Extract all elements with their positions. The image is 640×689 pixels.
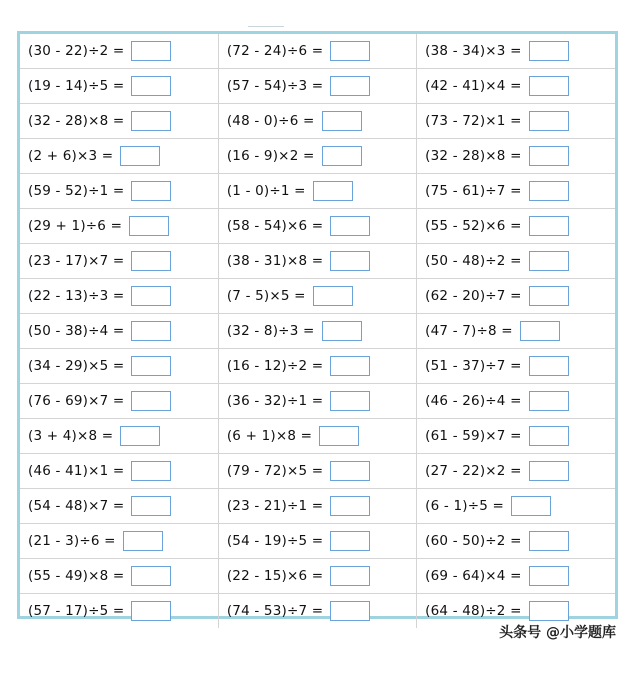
answer-box[interactable] <box>330 391 370 411</box>
answer-box[interactable] <box>529 111 569 131</box>
answer-box[interactable] <box>123 531 163 551</box>
problem-expression: (16 - 9)×2 = <box>226 148 315 164</box>
problem-cell <box>417 279 615 314</box>
problem-cell <box>20 349 218 384</box>
table-row <box>20 559 615 594</box>
problem-cell <box>20 174 218 209</box>
problem-expression: (38 - 34)×3 = <box>425 43 522 59</box>
answer-box[interactable] <box>330 461 370 481</box>
problem-expression: (59 - 52)÷1 = <box>28 183 125 199</box>
problem-expression: (22 - 15)×6 = <box>226 568 324 584</box>
answer-box[interactable] <box>322 146 362 166</box>
problem-cell <box>417 139 615 174</box>
problem-table <box>20 34 615 628</box>
problem-cell <box>417 524 615 559</box>
problem-expression: (38 - 31)×8 = <box>226 253 324 269</box>
problem-expression: (27 - 22)×2 = <box>425 463 522 479</box>
answer-box[interactable] <box>529 41 569 61</box>
table-row <box>20 209 615 244</box>
answer-box[interactable] <box>529 461 569 481</box>
problem-expression: (62 - 20)÷7 = <box>425 288 522 304</box>
problem-cell <box>218 174 416 209</box>
problem-expression: (21 - 3)÷6 = <box>28 533 116 549</box>
problem-cell <box>218 244 416 279</box>
answer-box[interactable] <box>131 76 171 96</box>
answer-box[interactable] <box>313 181 353 201</box>
answer-box[interactable] <box>529 566 569 586</box>
problem-cell <box>218 279 416 314</box>
problem-cell <box>218 34 416 69</box>
problem-expression: (34 - 29)×5 = <box>28 358 125 374</box>
answer-box[interactable] <box>529 216 569 236</box>
table-row <box>20 174 615 209</box>
answer-box[interactable] <box>330 531 370 551</box>
answer-box[interactable] <box>330 566 370 586</box>
problem-expression: (55 - 52)×6 = <box>425 218 522 234</box>
answer-box[interactable] <box>131 251 171 271</box>
problem-expression: (23 - 17)×7 = <box>28 253 125 269</box>
answer-box[interactable] <box>131 321 171 341</box>
problem-expression: (48 - 0)÷6 = <box>226 113 315 129</box>
table-row <box>20 489 615 524</box>
problem-cell <box>20 384 218 419</box>
problem-cell <box>417 489 615 524</box>
problem-expression: (32 - 28)×8 = <box>28 113 125 129</box>
problem-expression: (61 - 59)×7 = <box>425 428 522 444</box>
problem-cell <box>417 69 615 104</box>
answer-box[interactable] <box>330 216 370 236</box>
problem-expression: (30 - 22)÷2 = <box>28 43 125 59</box>
problem-cell <box>20 209 218 244</box>
table-row <box>20 524 615 559</box>
table-row <box>20 139 615 174</box>
problem-expression: (54 - 48)×7 = <box>28 498 125 514</box>
problem-cell <box>218 139 416 174</box>
problem-expression: (47 - 7)÷8 = <box>425 323 513 339</box>
answer-box[interactable] <box>131 391 171 411</box>
problem-expression: (60 - 50)÷2 = <box>425 533 522 549</box>
problem-cell <box>20 489 218 524</box>
problem-expression: (29 + 1)÷6 = <box>28 218 123 234</box>
answer-box[interactable] <box>529 146 569 166</box>
problem-expression: (46 - 26)÷4 = <box>425 393 522 409</box>
answer-box[interactable] <box>529 426 569 446</box>
table-row <box>20 244 615 279</box>
footer-credit: 头条号 @小学题库 <box>499 625 616 641</box>
problem-cell <box>417 209 615 244</box>
table-row <box>20 384 615 419</box>
answer-box[interactable] <box>529 601 569 621</box>
answer-box[interactable] <box>131 286 171 306</box>
problem-cell <box>417 174 615 209</box>
problem-cell <box>20 244 218 279</box>
problem-cell <box>20 139 218 174</box>
problem-expression: (50 - 38)÷4 = <box>28 323 125 339</box>
problem-cell <box>218 69 416 104</box>
problem-cell <box>218 349 416 384</box>
problem-cell <box>20 419 218 454</box>
problem-expression: (55 - 49)×8 = <box>28 568 125 584</box>
problem-expression: (16 - 12)÷2 = <box>226 358 324 374</box>
problem-cell <box>218 559 416 594</box>
problem-expression: (72 - 24)÷6 = <box>226 43 324 59</box>
problem-expression: (6 + 1)×8 = <box>226 428 313 444</box>
problem-cell <box>417 244 615 279</box>
problem-cell <box>20 69 218 104</box>
answer-box[interactable] <box>131 496 171 516</box>
problem-cell <box>218 524 416 559</box>
problem-expression: (32 - 8)÷3 = <box>226 323 315 339</box>
problem-cell <box>218 419 416 454</box>
answer-box[interactable] <box>131 356 171 376</box>
problem-cell <box>417 349 615 384</box>
problem-cell <box>218 209 416 244</box>
answer-box[interactable] <box>330 356 370 376</box>
answer-box[interactable] <box>529 531 569 551</box>
answer-box[interactable] <box>330 76 370 96</box>
table-row <box>20 314 615 349</box>
answer-box[interactable] <box>330 601 370 621</box>
problem-cell <box>20 454 218 489</box>
table-row <box>20 454 615 489</box>
worksheet-frame <box>17 31 618 619</box>
problem-cell <box>417 314 615 349</box>
problem-cell <box>20 594 218 629</box>
answer-box[interactable] <box>529 391 569 411</box>
answer-box[interactable] <box>529 76 569 96</box>
problem-cell <box>20 34 218 69</box>
answer-box[interactable] <box>120 146 160 166</box>
answer-box[interactable] <box>529 181 569 201</box>
answer-box[interactable] <box>330 496 370 516</box>
table-row <box>20 279 615 314</box>
answer-box[interactable] <box>529 286 569 306</box>
table-row <box>20 104 615 139</box>
problem-expression: (79 - 72)×5 = <box>226 463 324 479</box>
table-row <box>20 69 615 104</box>
table-row <box>20 419 615 454</box>
answer-box[interactable] <box>511 496 551 516</box>
problem-expression: (57 - 17)÷5 = <box>28 603 125 619</box>
top-divider <box>248 26 284 27</box>
problem-cell <box>218 384 416 419</box>
answer-box[interactable] <box>330 41 370 61</box>
answer-box[interactable] <box>129 216 169 236</box>
answer-box[interactable] <box>319 426 359 446</box>
problem-cell <box>20 104 218 139</box>
problem-cell <box>20 559 218 594</box>
answer-box[interactable] <box>131 41 171 61</box>
problem-cell <box>417 384 615 419</box>
problem-expression: (46 - 41)×1 = <box>28 463 125 479</box>
answer-box[interactable] <box>529 356 569 376</box>
answer-box[interactable] <box>131 566 171 586</box>
problem-cell <box>417 34 615 69</box>
problem-expression: (58 - 54)×6 = <box>226 218 324 234</box>
answer-box[interactable] <box>529 251 569 271</box>
answer-box[interactable] <box>131 461 171 481</box>
problem-expression: (2 + 6)×3 = <box>28 148 114 164</box>
problem-expression: (64 - 48)÷2 = <box>425 603 522 619</box>
answer-box[interactable] <box>330 251 370 271</box>
problem-expression: (51 - 37)÷7 = <box>425 358 522 374</box>
answer-box[interactable] <box>322 111 362 131</box>
problem-expression: (6 - 1)÷5 = <box>425 498 505 514</box>
problem-expression: (36 - 32)÷1 = <box>226 393 324 409</box>
problem-expression: (23 - 21)÷1 = <box>226 498 324 514</box>
problem-expression: (32 - 28)×8 = <box>425 148 522 164</box>
problem-expression: (42 - 41)×4 = <box>425 78 522 94</box>
problem-cell <box>417 104 615 139</box>
problem-cell <box>417 559 615 594</box>
problem-expression: (7 - 5)×5 = <box>226 288 306 304</box>
answer-box[interactable] <box>131 181 171 201</box>
problem-cell <box>20 314 218 349</box>
problem-expression: (3 + 4)×8 = <box>28 428 114 444</box>
problem-expression: (75 - 61)÷7 = <box>425 183 522 199</box>
table-row <box>20 34 615 69</box>
problem-expression: (19 - 14)÷5 = <box>28 78 125 94</box>
problem-cell <box>218 594 416 629</box>
problem-expression: (22 - 13)÷3 = <box>28 288 125 304</box>
table-row <box>20 349 615 384</box>
problem-cell <box>218 314 416 349</box>
problem-cell <box>20 524 218 559</box>
problem-expression: (73 - 72)×1 = <box>425 113 522 129</box>
problem-cell <box>218 454 416 489</box>
problem-cell <box>218 104 416 139</box>
problem-expression: (76 - 69)×7 = <box>28 393 125 409</box>
problem-cell <box>417 454 615 489</box>
answer-box[interactable] <box>131 601 171 621</box>
problem-expression: (50 - 48)÷2 = <box>425 253 522 269</box>
problem-expression: (69 - 64)×4 = <box>425 568 522 584</box>
problem-expression: (74 - 53)÷7 = <box>226 603 324 619</box>
problem-expression: (57 - 54)÷3 = <box>226 78 324 94</box>
answer-box[interactable] <box>520 321 560 341</box>
problem-expression: (54 - 19)÷5 = <box>226 533 324 549</box>
problem-cell <box>417 419 615 454</box>
answer-box[interactable] <box>120 426 160 446</box>
problem-expression: (1 - 0)÷1 = <box>226 183 306 199</box>
answer-box[interactable] <box>131 111 171 131</box>
answer-box[interactable] <box>313 286 353 306</box>
answer-box[interactable] <box>322 321 362 341</box>
problem-cell <box>20 279 218 314</box>
problem-cell <box>218 489 416 524</box>
